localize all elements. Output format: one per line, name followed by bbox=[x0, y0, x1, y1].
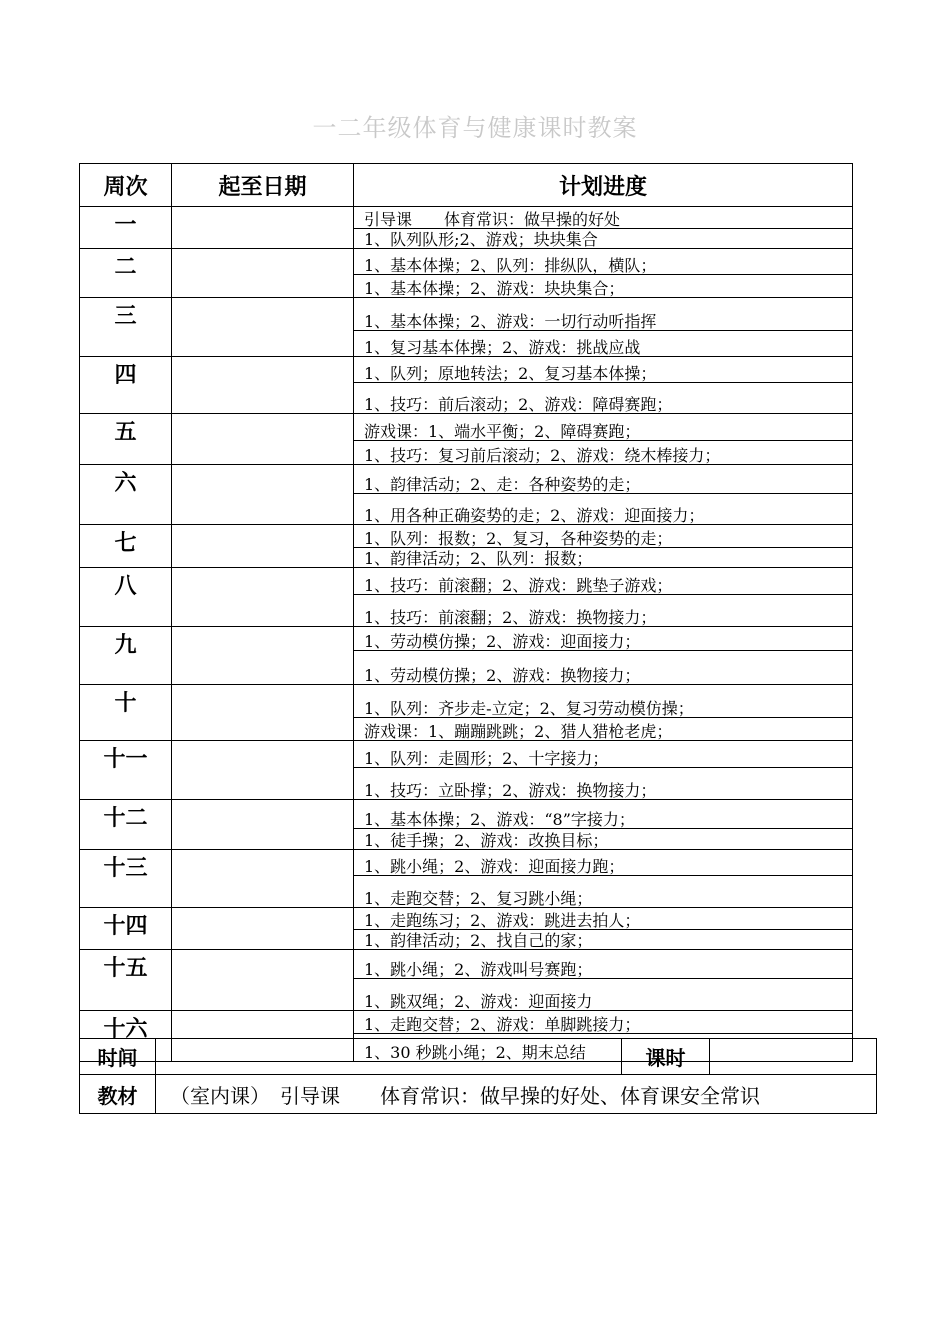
plan-cell bbox=[354, 908, 853, 950]
material-label: 教材 bbox=[80, 1075, 156, 1114]
week-cell: 十四 bbox=[80, 908, 172, 950]
plan-cell bbox=[354, 850, 853, 908]
plan-line: 1、技巧：复习前后滚动；2、游戏：绕木棒接力； bbox=[354, 440, 852, 464]
week-cell: 六 bbox=[80, 465, 172, 525]
plan-row bbox=[80, 908, 853, 950]
plan-cell bbox=[354, 525, 853, 568]
plan-line: 1、队列队形;2、游戏；块块集合 bbox=[354, 228, 852, 248]
date-cell bbox=[172, 298, 354, 357]
time-row bbox=[80, 1039, 877, 1075]
period-label: 课时 bbox=[622, 1039, 710, 1075]
plan-line: 1、劳动模仿操；2、游戏：换物接力； bbox=[354, 650, 852, 684]
plan-line: 游戏课：1、端水平衡；2、障碍赛跑； bbox=[364, 422, 641, 440]
header-date: 起至日期 bbox=[172, 164, 354, 207]
plan-line: 1、跳小绳；2、游戏：迎面接力跑； bbox=[364, 857, 625, 875]
header-week: 周次 bbox=[80, 164, 172, 207]
week-cell: 二 bbox=[80, 249, 172, 298]
week-cell: 十三 bbox=[80, 850, 172, 908]
plan-line: 1、技巧：前滚翻；2、游戏：换物接力； bbox=[354, 594, 852, 626]
plan-line: 1、技巧：前后滚动；2、游戏：障碍赛跑； bbox=[354, 382, 852, 413]
date-cell bbox=[172, 249, 354, 298]
plan-line: 1、韵律活动；2、走：各种姿势的走； bbox=[364, 475, 641, 493]
material-text: （室内课） 引导课 体育常识：做早操的好处、体育课安全常识 bbox=[156, 1075, 877, 1114]
plan-line: 1、队列；原地转法；2、复习基本体操； bbox=[364, 364, 657, 382]
plan-row bbox=[80, 741, 853, 800]
plan-row bbox=[80, 298, 853, 357]
plan-line: 1、30 秒跳小绳；2、期末总结 bbox=[354, 1033, 852, 1061]
plan-line: 1、基本体操；2、游戏：“8”字接力； bbox=[364, 810, 635, 828]
plan-line: 1、跳小绳；2、游戏叫号赛跑； bbox=[364, 960, 593, 978]
date-cell bbox=[172, 850, 354, 908]
document-title: 一二年级体育与健康课时教案 bbox=[312, 114, 638, 142]
plan-cell bbox=[354, 298, 853, 357]
date-cell bbox=[172, 685, 354, 741]
week-cell: 十 bbox=[80, 685, 172, 741]
date-cell bbox=[172, 627, 354, 685]
plan-row bbox=[80, 800, 853, 850]
plan-line: 1、韵律活动；2、队列：报数； bbox=[354, 547, 852, 567]
plan-line: 1、走跑交替；2、复习跳小绳； bbox=[354, 875, 852, 907]
plan-cell bbox=[354, 627, 853, 685]
plan-line: 1、基本体操；2、游戏：块块集合； bbox=[354, 274, 852, 297]
plan-cell bbox=[354, 800, 853, 850]
plan-row bbox=[80, 357, 853, 414]
date-cell bbox=[172, 741, 354, 800]
date-cell bbox=[172, 525, 354, 568]
plan-line: 1、徒手操；2、游戏：改换目标； bbox=[354, 828, 852, 849]
plan-line: 1、用各种正确姿势的走；2、游戏：迎面接力； bbox=[354, 493, 852, 524]
plan-cell bbox=[354, 249, 853, 298]
date-cell bbox=[172, 950, 354, 1011]
plan-row bbox=[80, 465, 853, 525]
plan-line: 1、劳动模仿操；2、游戏：迎面接力； bbox=[364, 632, 641, 650]
plan-row bbox=[80, 850, 853, 908]
plan-cell bbox=[354, 685, 853, 741]
date-cell bbox=[172, 207, 354, 249]
plan-cell bbox=[354, 950, 853, 1011]
plan-cell bbox=[354, 207, 853, 249]
plan-row bbox=[80, 249, 853, 298]
plan-cell bbox=[354, 568, 853, 627]
plan-table-header bbox=[80, 164, 853, 207]
plan-cell bbox=[354, 414, 853, 465]
plan-line: 1、队列：齐步走-立定；2、复习劳动模仿操； bbox=[364, 699, 694, 717]
plan-table bbox=[79, 163, 853, 1062]
week-cell: 三 bbox=[80, 298, 172, 357]
plan-row bbox=[80, 950, 853, 1011]
plan-row bbox=[80, 525, 853, 568]
plan-line: 1、韵律活动；2、找自己的家； bbox=[354, 929, 852, 949]
plan-cell bbox=[354, 741, 853, 800]
time-value-cell bbox=[156, 1039, 622, 1075]
date-cell bbox=[172, 568, 354, 627]
week-cell: 十一 bbox=[80, 741, 172, 800]
plan-line: 1、走跑交替；2、游戏：单脚跳接力； bbox=[364, 1015, 641, 1033]
week-cell: 九 bbox=[80, 627, 172, 685]
week-cell: 一 bbox=[80, 207, 172, 249]
plan-row bbox=[80, 568, 853, 627]
date-cell bbox=[172, 800, 354, 850]
plan-line: 游戏课：1、蹦蹦跳跳；2、猎人猎枪老虎； bbox=[354, 717, 852, 740]
week-cell: 八 bbox=[80, 568, 172, 627]
date-cell bbox=[172, 357, 354, 414]
week-cell: 十五 bbox=[80, 950, 172, 1011]
plan-line: 1、基本体操；2、游戏：一切行动听指挥 bbox=[364, 312, 657, 330]
plan-line: 1、跳双绳；2、游戏：迎面接力 bbox=[354, 978, 852, 1010]
date-cell bbox=[172, 414, 354, 465]
plan-line: 1、队列：走圆形；2、十字接力； bbox=[364, 749, 609, 767]
header-plan: 计划进度 bbox=[354, 164, 853, 207]
plan-cell bbox=[354, 357, 853, 414]
time-label: 时间 bbox=[80, 1039, 156, 1075]
material-row bbox=[80, 1075, 877, 1114]
plan-row bbox=[80, 207, 853, 249]
plan-row bbox=[80, 627, 853, 685]
plan-row bbox=[80, 685, 853, 741]
plan-line: 1、队列：报数；2、复习，各种姿势的走； bbox=[364, 529, 673, 547]
plan-line: 1、复习基本体操；2、游戏：挑战应战 bbox=[354, 330, 852, 356]
week-cell: 十六 bbox=[80, 1011, 172, 1062]
plan-row bbox=[80, 414, 853, 465]
week-cell: 十二 bbox=[80, 800, 172, 850]
week-cell: 七 bbox=[80, 525, 172, 568]
plan-cell bbox=[354, 465, 853, 525]
date-cell bbox=[172, 908, 354, 950]
date-cell bbox=[172, 465, 354, 525]
plan-line: 1、技巧：立卧撑；2、游戏：换物接力； bbox=[354, 767, 852, 799]
week-cell: 五 bbox=[80, 414, 172, 465]
week-cell: 四 bbox=[80, 357, 172, 414]
plan-line: 引导课 体育常识：做早操的好处 bbox=[364, 210, 621, 228]
plan-line: 1、走跑练习；2、游戏：跳进去拍人； bbox=[364, 911, 641, 929]
plan-line: 1、技巧：前滚翻；2、游戏：跳垫子游戏； bbox=[364, 576, 673, 594]
period-value-cell bbox=[710, 1039, 877, 1075]
lesson-info-table bbox=[79, 1038, 877, 1114]
plan-line: 1、基本体操；2、队列：排纵队，横队； bbox=[364, 256, 657, 274]
